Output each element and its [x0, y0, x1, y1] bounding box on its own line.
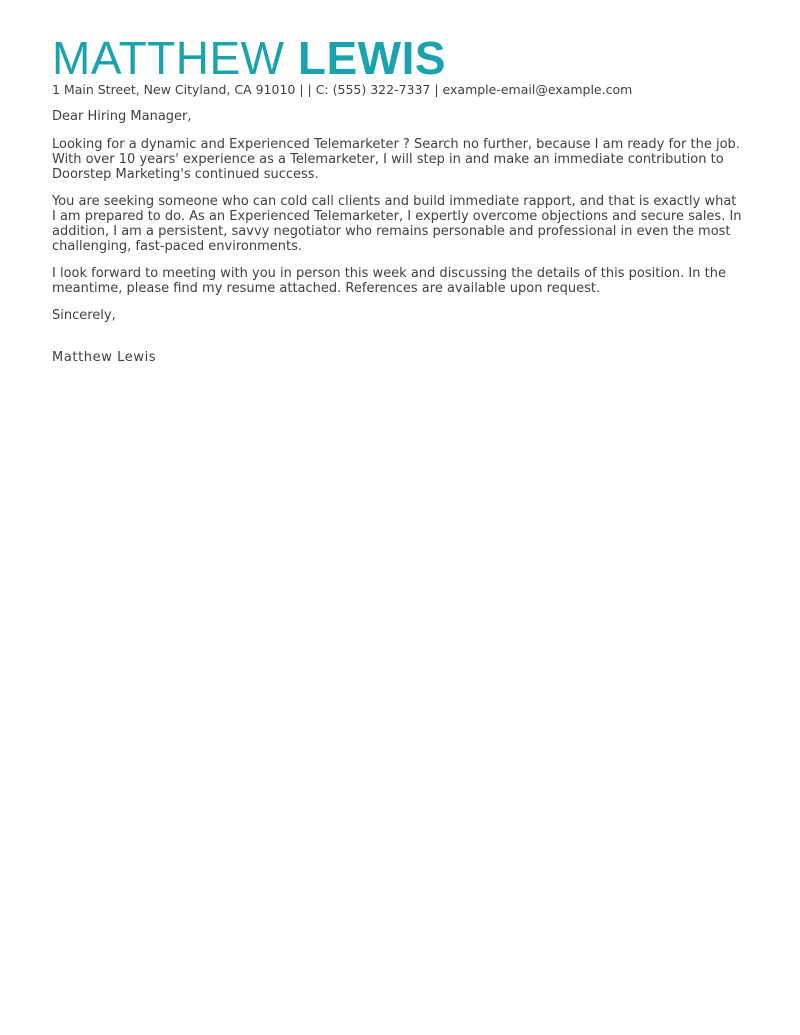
contact-info: 1 Main Street, New Cityland, CA 91010 | | C: (555) 322-7337 | example-email@example.com: [52, 82, 633, 97]
closing: Sincerely,: [52, 308, 116, 323]
first-name: MATTHEW: [52, 32, 285, 84]
body-paragraph-3: I look forward to meeting with you in person this week and discussing the details of this position. In the meantime, please find my resume attached. References are available upon request.: [52, 266, 726, 296]
body-paragraph-1: Looking for a dynamic and Experienced Telemarketer ? Search no further, because I am ready for the job. With over 10 years' experience as a Telemarketer, I will step in and make an immediate contribution to Doorstep Marketing's continued success.: [52, 137, 740, 182]
applicant-name: [52, 30, 752, 86]
last-name: LEWIS: [297, 32, 447, 84]
body-paragraph-2: You are seeking someone who can cold call clients and build immediate rapport, and that is exactly what I am prepared to do. As an Experienced Telemarketer, I expertly overcome objections and secure sales. In addition, I am a persistent, savvy negotiator who remains personable and professional in even the most challenging, fast-paced environments.: [52, 194, 742, 254]
signature-name: Matthew Lewis: [52, 350, 157, 365]
letter-header: [52, 30, 752, 86]
letter-body: [52, 109, 742, 377]
salutation: Dear Hiring Manager,: [52, 109, 192, 124]
